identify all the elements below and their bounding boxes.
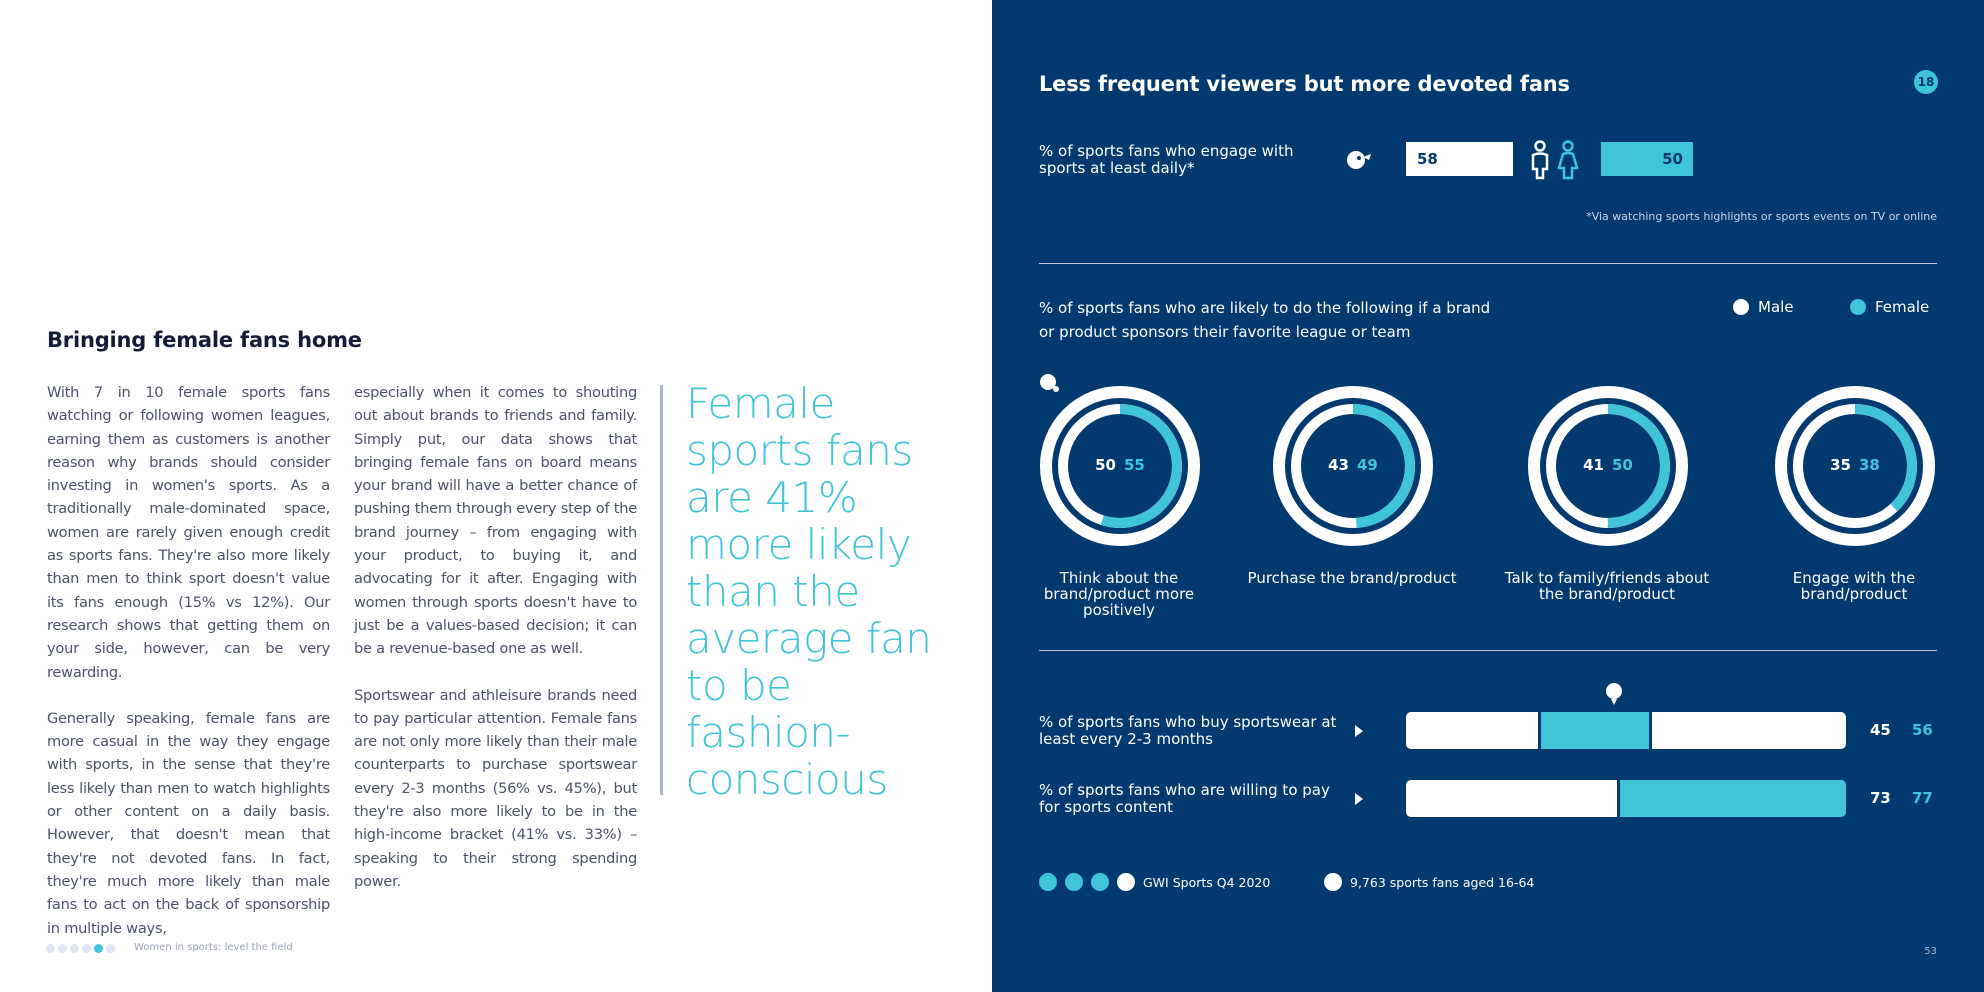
pay-female-value: 77	[1912, 789, 1933, 807]
sportswear-female-marker	[1649, 712, 1652, 749]
pay-bar-fill	[1617, 780, 1846, 817]
pull-quote: Female sports fans are 41% more likely than the average fan to be fashion-conscious	[686, 379, 932, 804]
source-line	[1039, 873, 1270, 891]
section-badge: 18	[1914, 70, 1938, 94]
quote-divider	[660, 385, 663, 795]
donut-male-value: 41	[1583, 456, 1604, 474]
donut-female-value: 38	[1859, 456, 1880, 474]
paragraph: especially when it comes to shouting out about brands to friends and family. Simply put, our data shows that bringing female fans on board means your brand will have a better chance of pushing them through every step of the brand journey – from engaging with your product, to buying it, and advocating for it after. Engaging with women through sports doesn't have to just be a values-based decision; it can be a revenue-based one as well.	[354, 384, 637, 658]
donut-values	[1272, 456, 1434, 474]
page-progress-dots	[46, 944, 115, 953]
sportswear-icon	[1604, 682, 1624, 706]
sportswear-bar	[1406, 712, 1846, 749]
sportswear-male-value: 45	[1870, 721, 1891, 739]
donut-values	[1774, 456, 1936, 474]
donut-male-value: 50	[1095, 456, 1116, 474]
legend-female	[1850, 298, 1929, 316]
text-column-1	[47, 381, 330, 940]
male-person-icon	[1529, 140, 1551, 180]
people-icon	[1091, 873, 1109, 891]
text-column-2	[354, 381, 637, 893]
legend-male-swatch	[1733, 299, 1749, 315]
donut-caption: Purchase the brand/product	[1247, 569, 1457, 587]
donut-female-value: 50	[1612, 456, 1633, 474]
donut-values	[1527, 456, 1689, 474]
daily-male-box	[1406, 142, 1513, 176]
progress-dot[interactable]	[106, 944, 115, 953]
play-arrow-icon	[1354, 724, 1364, 738]
donut-caption: Think about the brand/product more positively	[1043, 569, 1195, 619]
donut-male-value: 43	[1328, 456, 1349, 474]
daily-male-value: 58	[1417, 150, 1438, 168]
sportswear-male-marker	[1538, 712, 1541, 749]
progress-dot[interactable]	[82, 944, 91, 953]
page-number: 53	[1924, 946, 1937, 957]
donut-female-value: 55	[1124, 456, 1145, 474]
calendar-icon	[1117, 873, 1135, 891]
donut-caption: Engage with the brand/product	[1792, 569, 1916, 603]
divider	[1039, 263, 1937, 264]
section-heading: Bringing female fans home	[47, 328, 362, 352]
sportswear-label: % of sports fans who buy sportswear at least every 2-3 months	[1039, 713, 1337, 748]
progress-dot[interactable]	[70, 944, 79, 953]
play-arrow-icon	[1354, 792, 1364, 806]
footer-title: Women in sports: level the field	[134, 942, 293, 953]
paragraph: Generally speaking, female fans are more casual in the way they engage with sports, in the sense that they're less likely than men to watch highlights or other content on a daily basis. However, that doesn't mean that they're not devoted fans. In fact, they're much more likely than male fans to act on the back of sponsorship in multiple ways,	[47, 709, 330, 937]
divider	[1039, 650, 1937, 651]
legend-male-label: Male	[1758, 298, 1794, 316]
footnote: *Via watching sports highlights or sports events on TV or online	[1586, 210, 1937, 223]
sample-text: 9,763 sports fans aged 16-64	[1350, 874, 1535, 890]
sponsor-label: % of sports fans who are likely to do the following if a brand or product sponsors their favorite league or team	[1039, 299, 1491, 341]
legend-male	[1733, 298, 1794, 316]
sample-line	[1324, 873, 1534, 891]
chart-title: Less frequent viewers but more devoted fans	[1039, 72, 1570, 96]
globe-icon	[1039, 873, 1057, 891]
pay-bar	[1406, 780, 1846, 817]
legend-female-swatch	[1850, 299, 1866, 315]
source-text: GWI Sports Q4 2020	[1143, 874, 1271, 890]
paragraph: Sportswear and athleisure brands need to pay particular attention. Female fans are not only more likely than their male counterparts to purchase sportswear every 2-3 months (56% vs. 45%), but they're also more likely to be in the high-income bracket (41% vs. 33%) – speaking to their strong spending power.	[354, 686, 637, 890]
progress-dot-active[interactable]	[94, 944, 103, 953]
sportswear-bar-fill	[1538, 712, 1652, 749]
progress-dot[interactable]	[46, 944, 55, 953]
progress-dot[interactable]	[58, 944, 67, 953]
daily-female-box	[1601, 142, 1693, 176]
donut-values	[1039, 456, 1201, 474]
legend-female-label: Female	[1875, 298, 1930, 316]
right-page	[992, 0, 1984, 992]
pay-label: % of sports fans who are willing to pay for sports content	[1039, 781, 1330, 816]
sportswear-female-value: 56	[1912, 721, 1933, 739]
pay-male-marker	[1617, 780, 1620, 817]
donut-male-value: 35	[1830, 456, 1851, 474]
paragraph: With 7 in 10 female sports fans watching or following women leagues, earning them as customers is another reason why brands should consider investing in women's sports. As a traditionally male-dominated space, women are rarely given enough credit as sports fans. They're also more likely than men to think sport doesn't value its fans enough (15% vs 12%). Our research shows that getting them on your side, however, can be very rewarding.	[47, 384, 330, 681]
pay-male-value: 73	[1870, 789, 1891, 807]
sample-icon	[1324, 873, 1342, 891]
daily-female-value: 50	[1662, 150, 1683, 168]
tv-play-icon	[1345, 149, 1373, 171]
female-person-icon	[1557, 140, 1579, 180]
donut-caption: Talk to family/friends about the brand/product	[1504, 569, 1710, 603]
chart-icon	[1065, 873, 1083, 891]
donut-female-value: 49	[1357, 456, 1378, 474]
daily-engage-label: % of sports fans who engage with sports at least daily*	[1039, 142, 1294, 177]
